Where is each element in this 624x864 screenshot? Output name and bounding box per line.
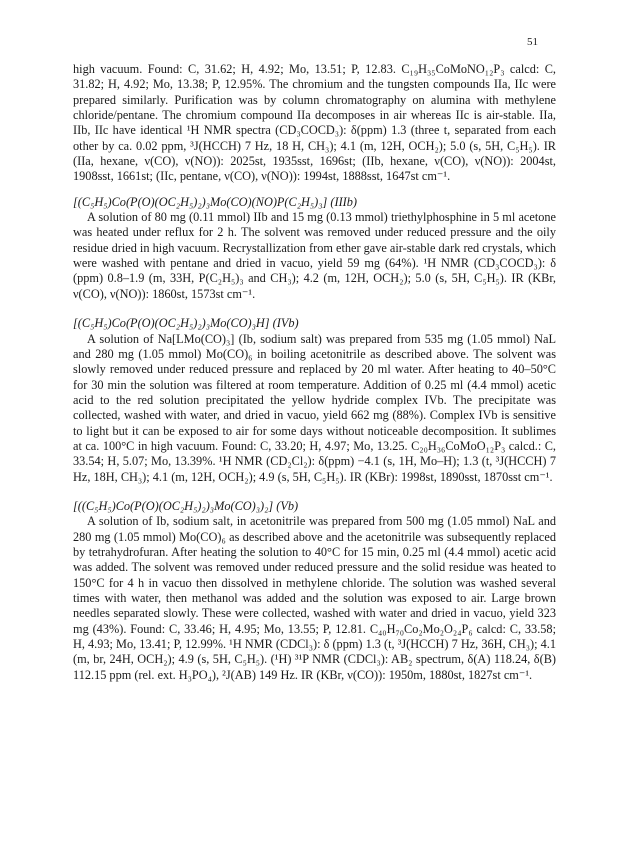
section-heading-IIIb: [(C₅H₅)Co(P(O)(OC₂H₅)₂)₃Mo(CO)(NO)P(C₂H₅)₃] (IIIb) — [73, 194, 358, 209]
paragraph-Vb-procedure: A solution of Ib, sodium salt, in acetonitrile was prepared from 500 mg (1.05 mmol) NaL and 280 mg (1.05 mmol) Mo(CO)₆ as described above and the acetonitrile was subsequently replaced by tetrahydrofuran. After heating the solution to 40°C for 15 min, 0.25 ml (4.4 mmol) acetic acid was added. The solvent was removed under reduced pressure and the solid residue was heated to 150°C for 4 h in vacuo then dissolved in methylene chloride. The solution was washed several times with water, then methanol was added and the solution was exposed to air. Large brown needles separated slowly. These were collected, washed with water and dried in vacuo, yield 323 mg (43%). Found: C, 33.46; H, 4.95; Mo, 13.55; P, 12.81. C₄₀H₇₀Co₂Mo₂O₂₄P₆ calcd: C, 33.58; H, 4.93; Mo, 13.41; P, 12.99%. ¹H NMR (CDCl₃): δ (ppm) 1.3 (t, ³J(HCCH) 7 Hz, 36H, CH₃); 4.1 (m, br, 24H, OCH₂); 4.9 (s, 5H, C₅H₅). (¹H) ³¹P NMR (CDCl₃): AB₂ spectrum, δ(A) 118.24, δ(B) 112.15 ppm (rel. ext. H₃PO₄), ²J(AB) 149 Hz. IR (KBr, ν(CO)): 1950m, 1880st, 1827st cm⁻¹. — [73, 514, 556, 682]
paragraph-IIIb-procedure: A solution of 80 mg (0.11 mmol) IIb and 15 mg (0.13 mmol) triethylphosphine in 5 ml acetone was heated under reflux for 2 h. The solvent was removed under reduced pressure and the oily residue dried in high vacuum. Recrystallization from ether gave air-stable dark red crystals, which were washed with pentane and dried in vacuo, yield 59 mg (64%). ¹H NMR (CD₃COCD₃): δ (ppm) 0.8–1.9 (m, 33H, P(C₂H₅)₃ and CH₃); 4.2 (m, 12H, OCH₂); 5.0 (s, 5H, C₅H₅). IR (KBr, ν(CO), ν(NO)): 1860st, 1573st cm⁻¹. — [73, 210, 556, 301]
section-heading-Vb: [((C₅H₅)Co(P(O)(OC₂H₅)₂)₃Mo(CO)₃)₂] (Vb) — [73, 498, 299, 513]
article-body — [73, 62, 556, 683]
paragraph-IVb-procedure: A solution of Na[LMo(CO)₃] (Ib, sodium salt) was prepared from 535 mg (1.05 mmol) NaL and 280 mg (1.05 mmol) Mo(CO)₆ in boiling acetonitrile as described above. The solvent was slowly removed under reduced pressure and replaced by 20 ml water. After heating to 40–50°C for 30 min the solution was filtered at room temperature. Addition of 0.25 ml (4.4 mmol) acetic acid to the red solution precipitated the yellow hydride complex IVb. The precipitate was collected, washed with water, and dried in vacuo, yield 662 mg (88%). Complex IVb is sensitive to light but it can be exposed to air for some days without noticeable decomposition. It sublimes at ca. 100°C in high vacuum. Found: C, 33.20; H, 4.97; Mo, 13.25. C₂₀H₃₆CoMoO₁₂P₃ calcd.: C, 33.54; H, 5.07; Mo, 13.39%. ¹H NMR (CD₂Cl₂): δ(ppm) −4.1 (s, 1H, Mo–H); 1.3 (t, ³J(HCCH) 7 Hz, 18H, CH₃); 4.1 (m, 12H, OCH₂); 4.9 (s, 5H, C₅H₅). IR (KBr): 1998st, 1890sst, 1870sst cm⁻¹. — [73, 331, 556, 484]
section-heading-IVb: [(C₅H₅)Co(P(O)(OC₂H₅)₂)₃Mo(CO)₃H] (IVb) — [73, 316, 299, 331]
page-number: 51 — [527, 36, 538, 48]
paragraph-continuation: high vacuum. Found: C, 31.62; H, 4.92; Mo, 13.51; P, 12.83. C₁₉H₃₅CoMoNO₁₂P₃ calcd: C, 31.82; H, 4.92; Mo, 13.38; P, 12.95%. The chromium and the tungsten compounds IIa, IIc were prepared similarly. Purification was by column chromatography on alumina with methylene chloride/pentane. The chromium compound IIa decomposes in air whereas IIc is air-stable. IIa, IIb, IIc have identical ¹H NMR spectra (CD₃COCD₃): δ(ppm) 1.3 (three t, separated from each other by ca. 0.02 ppm, ³J(HCCH) 7 Hz, 18 H, CH₃); 4.1 (m, 12H, OCH₂); 5.0 (s, 5H, C₅H₅). IR (IIa, hexane, ν(CO), ν(NO)): 2025st, 1935sst, 1696st; (IIb, hexane, ν(CO), ν(NO)): 2004st, 1908sst, 1661st; (IIc, pentane, ν(CO), ν(NO)): 1994st, 1888sst, 1647st cm⁻¹. — [73, 62, 556, 184]
